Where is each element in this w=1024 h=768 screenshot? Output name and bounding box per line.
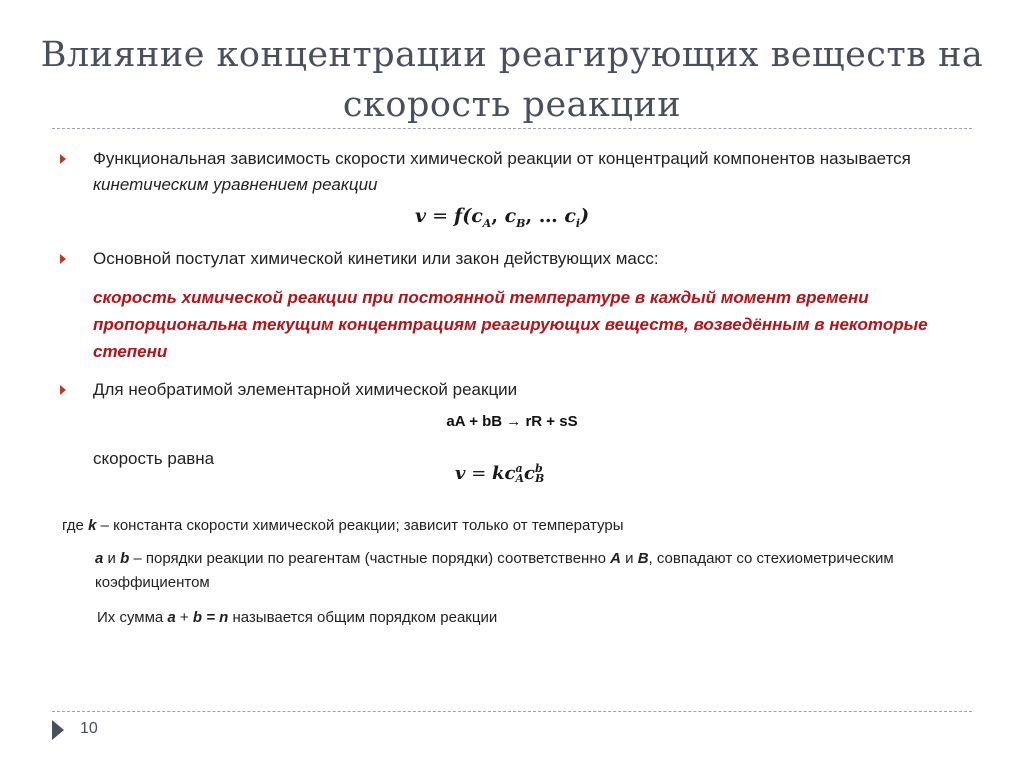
bullet-1-plain: Функциональная зависимость скорости химической реакции от концентраций компонентов называется xyxy=(93,149,911,168)
rate-equation: v = kca Acb B xyxy=(455,462,545,485)
k-note: где k – константа скорости химической реакции; зависит только от температуры xyxy=(62,517,624,534)
bullet-arrow-icon xyxy=(60,385,66,395)
reaction-equation: aA + bB → rR + sS xyxy=(446,413,578,430)
bottom-divider xyxy=(52,711,972,712)
slide-title: Влияние концентрации реагирующих веществ на скорость реакции xyxy=(40,35,984,125)
rate-label: скорость равна xyxy=(93,449,215,468)
page-arrow-icon xyxy=(52,720,64,740)
bullet-arrow-icon xyxy=(60,254,66,264)
bullet-1-italic: кинетическим уравнением реакции xyxy=(93,175,378,194)
page-number: 10 xyxy=(80,720,98,737)
orders-note: a и b – порядки реакции по реагентам (частные порядки) соответственно A и B, совпадают со стехиометрическим коэффициентом xyxy=(95,550,894,591)
mass-action-law: скорость химической реакции при постоянной температуре в каждый момент времени пропорциональна текущим концентрациям реагирующих веществ, возведённым в некоторые степени xyxy=(93,288,928,361)
kinetic-equation: $v = f(c_A$, $c_B$, … $c_i$) xyxy=(415,205,590,230)
top-divider xyxy=(52,128,972,129)
total-order-note: Их сумма a + b = n называется общим порядком реакции xyxy=(97,609,498,626)
bullet-2-text: Основной постулат химической кинетики или закон действующих масс: xyxy=(93,249,659,268)
bullet-1-text xyxy=(93,146,953,198)
bullet-3-text: Для необратимой элементарной химической реакции xyxy=(93,380,518,399)
bullet-arrow-icon xyxy=(60,154,66,164)
